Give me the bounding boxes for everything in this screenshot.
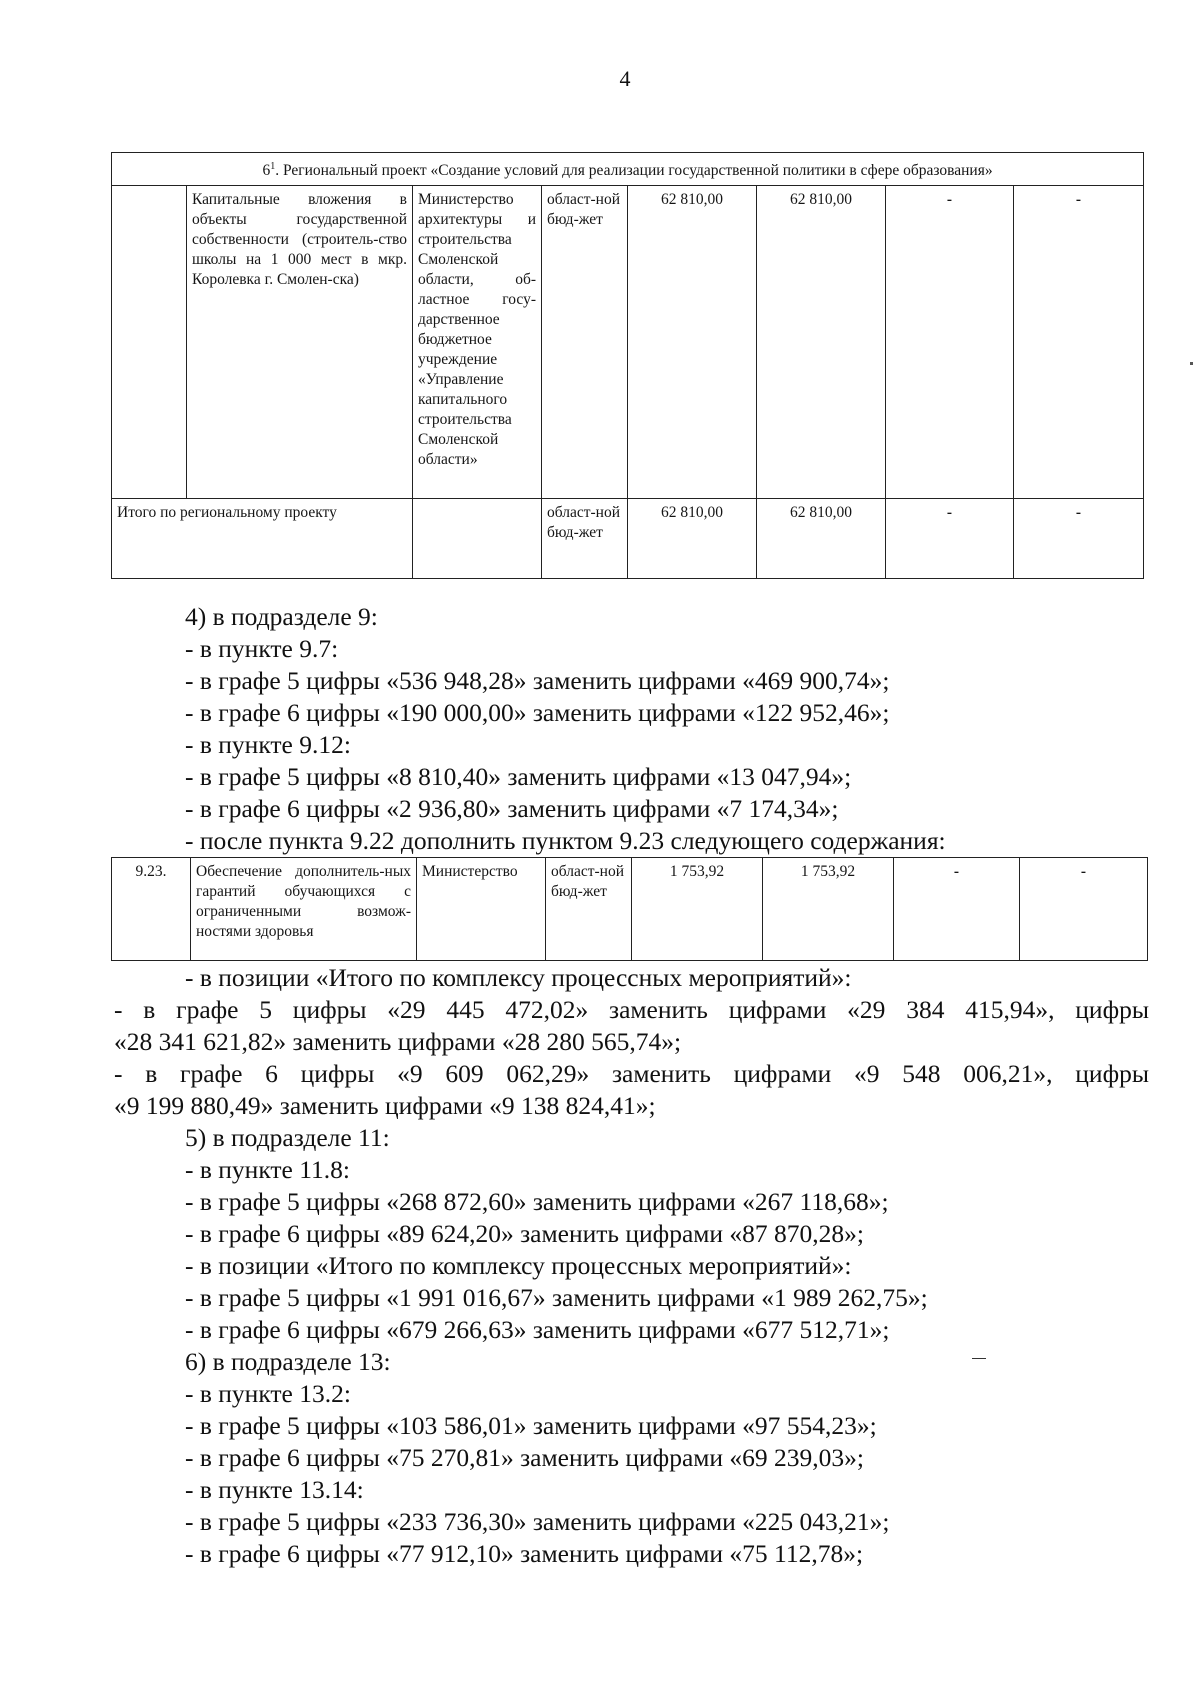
text-line: - в графе 6 цифры «2 936,80» заменить цифрами «7 174,34»; [185, 794, 839, 823]
text-line: - в пункте 13.14: [185, 1475, 364, 1504]
text-line: 4) в подразделе 9: [185, 602, 378, 631]
text-line: - в графе 5 цифры «268 872,60» заменить цифрами «267 118,68»; [185, 1187, 889, 1216]
header-title: . Региональный проект «Создание условий для реализации государственной политики в сфере образования» [275, 162, 993, 180]
text-line: - в пункте 9.7: [185, 634, 339, 663]
total-year2: - [886, 499, 1014, 579]
regional-project-table [111, 152, 1144, 579]
total-year3: - [1014, 499, 1144, 579]
cell-name: Капитальные вложения в объекты государственной собственности (строитель-ство школы на 1 000 мест в мкр. Королевка г. Смолен-ска) [187, 186, 413, 499]
text-line: - в графе 5 цифры «233 736,30» заменить цифрами «225 043,21»; [185, 1507, 890, 1536]
header-prefix: 6 [262, 162, 271, 180]
cell-executor: Министерство архитектуры и строительства Смоленской области, об-ластное госу-дарственное бюджетное учреждение «Управление капитального строительства Смоленской области» [413, 186, 542, 499]
paragraph-first-line: - в графе 6 цифры «9 609 062,29» заменить цифрами «9 548 006,21», цифры [114, 1059, 1149, 1088]
cell-year1: 62 810,00 [757, 186, 886, 499]
cell-total: 1 753,92 [632, 858, 763, 961]
cell-number [112, 186, 187, 499]
total-total: 62 810,00 [628, 499, 757, 579]
text-line: - после пункта 9.22 дополнить пунктом 9.23 следующего содержания: [185, 826, 946, 855]
text-line: - в графе 5 цифры «536 948,28» заменить цифрами «469 900,74»; [185, 666, 890, 695]
cell-executor: Министерство [417, 858, 546, 961]
table-row [112, 858, 1148, 961]
cell-number: 9.23. [112, 858, 191, 961]
text-line: - в пункте 11.8: [185, 1155, 350, 1184]
cell-year2: - [894, 858, 1020, 961]
pen-mark [972, 1358, 986, 1359]
text-line: - в графе 6 цифры «190 000,00» заменить цифрами «122 952,46»; [185, 698, 890, 727]
cell-total: 62 810,00 [628, 186, 757, 499]
item-9-23-table [111, 857, 1148, 961]
table-row [112, 186, 1144, 499]
regional-project-title [112, 153, 1144, 186]
table-header-row [112, 153, 1144, 186]
text-line: - в графе 5 цифры «103 586,01» заменить цифрами «97 554,23»; [185, 1411, 877, 1440]
page-number: 4 [619, 66, 631, 91]
text-line: - в графе 6 цифры «75 270,81» заменить цифрами «69 239,03»; [185, 1443, 865, 1472]
header-superscript: 1 [270, 161, 276, 172]
paragraph-continuation: «28 341 621,82» заменить цифрами «28 280 565,74»; [114, 1027, 682, 1056]
scan-speck [1190, 362, 1193, 365]
text-line: - в позиции «Итого по комплексу процессных мероприятий»: [185, 963, 852, 992]
text-line: 6) в подразделе 13: [185, 1347, 391, 1376]
text-line: - в графе 5 цифры «1 991 016,67» заменить цифрами «1 989 262,75»; [185, 1283, 928, 1312]
total-year1: 62 810,00 [757, 499, 886, 579]
total-executor [413, 499, 542, 579]
text-line: - в пункте 13.2: [185, 1379, 351, 1408]
text-line: - в графе 6 цифры «77 912,10» заменить цифрами «75 112,78»; [185, 1539, 864, 1568]
cell-year2: - [886, 186, 1014, 499]
text-line: - в позиции «Итого по комплексу процессных мероприятий»: [185, 1251, 852, 1280]
cell-year1: 1 753,92 [763, 858, 894, 961]
cell-year3: - [1014, 186, 1144, 499]
text-line: - в графе 6 цифры «679 266,63» заменить цифрами «677 512,71»; [185, 1315, 890, 1344]
paragraph-first-line: - в графе 5 цифры «29 445 472,02» заменить цифрами «29 384 415,94», цифры [114, 995, 1149, 1024]
cell-source: област-ной бюд-жет [542, 186, 628, 499]
cell-year3: - [1020, 858, 1148, 961]
text-line: - в графе 6 цифры «89 624,20» заменить цифрами «87 870,28»; [185, 1219, 865, 1248]
total-label: Итого по региональному проекту [112, 499, 413, 579]
total-source: област-ной бюд-жет [542, 499, 628, 579]
table-total-row [112, 499, 1144, 579]
paragraph-continuation: «9 199 880,49» заменить цифрами «9 138 824,41»; [114, 1091, 656, 1120]
cell-source: област-ной бюд-жет [546, 858, 632, 961]
cell-name: Обеспечение дополнитель-ных гарантий обучающихся с ограниченными возмож-ностями здоровья [191, 858, 417, 961]
text-line: - в пункте 9.12: [185, 730, 351, 759]
text-line: - в графе 5 цифры «8 810,40» заменить цифрами «13 047,94»; [185, 762, 852, 791]
text-line: 5) в подразделе 11: [185, 1123, 390, 1152]
